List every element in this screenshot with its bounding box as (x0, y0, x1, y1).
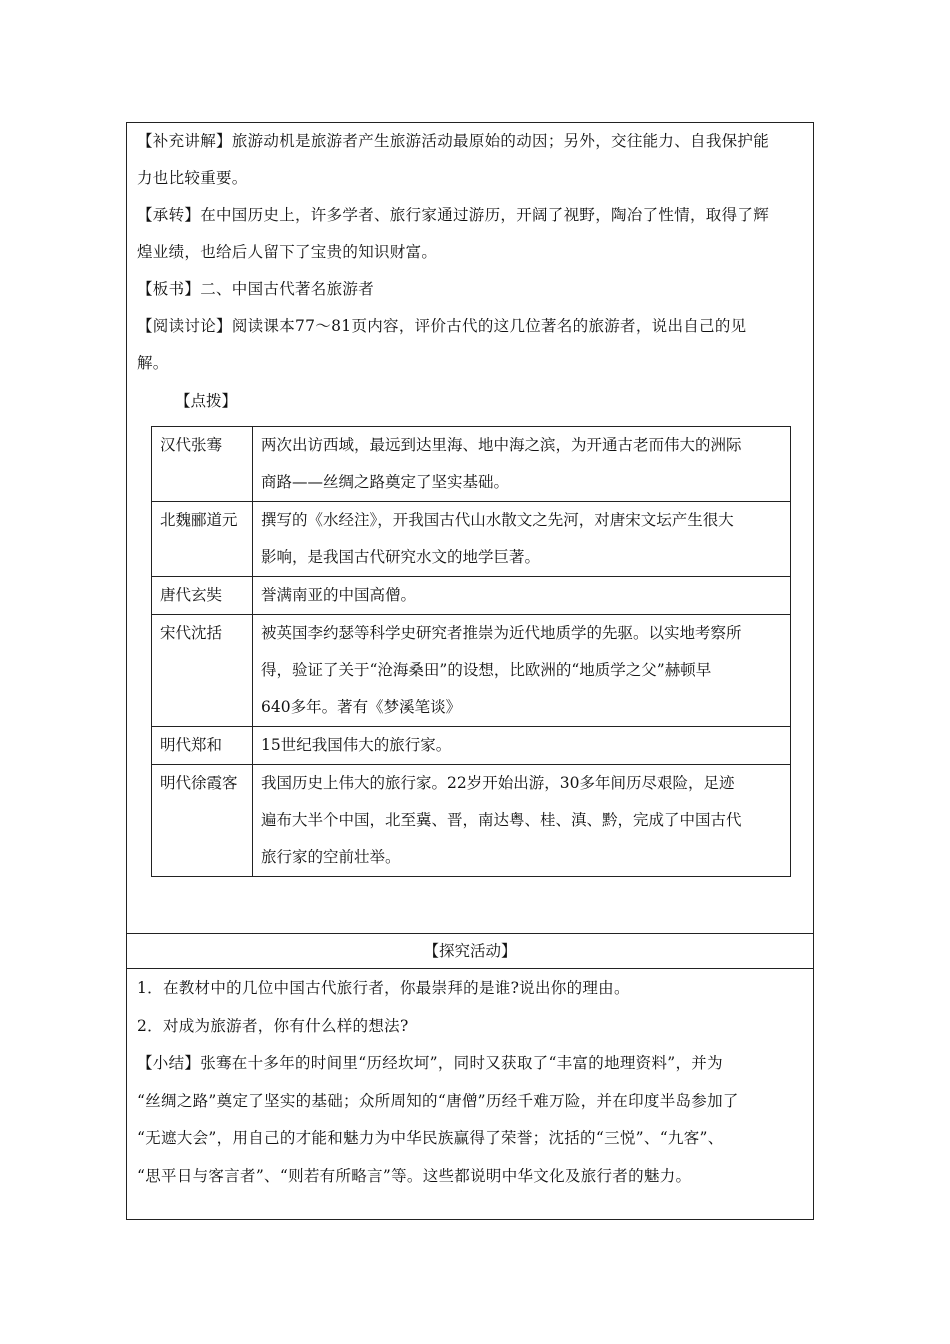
reading-line-1: 【阅读讨论】阅读课本77～81页内容，评价古代的这几位著名的旅游者，说出自己的见 (137, 317, 747, 335)
transition-label: 【承转】 (137, 206, 201, 224)
lesson-table (126, 122, 814, 1220)
supplement-label: 【补充讲解】 (137, 132, 232, 150)
traveler-desc: 被英国李约瑟等科学史研究者推崇为近代地质学的先驱。以实地考察所 得，验证了关于“沧海桑田”的设想，比欧洲的“地质学之父”赫顿早 640多年。著有《梦溪笔谈》 (253, 615, 791, 727)
summary-line-4: “思平日与客言者”、“则若有所略言”等。这些都说明中华文化及旅行者的魅力。 (137, 1166, 692, 1185)
summary-line-3: “无遮大会”，用自己的才能和魅力为中华民族赢得了荣誉；沈括的“三悦”、“九客”、 (137, 1129, 724, 1147)
table-row (152, 502, 791, 577)
activity-title: 【探究活动】 (423, 942, 517, 960)
summary-line-2: “丝绸之路”奠定了坚实的基础；众所周知的“唐僧”历经千难万险，并在印度半岛参加了 (137, 1091, 739, 1110)
traveler-desc: 两次出访西域，最远到达里海、地中海之滨，为开通古老而伟大的洲际 商路——丝绸之路奠定了坚实基础。 (253, 427, 791, 502)
traveler-desc: 我国历史上伟大的旅行家。22岁开始出游，30多年间历尽艰险，足迹 遍布大半个中国，北至冀、晋，南达粤、桂、滇、黔，完成了中国古代 旅行家的空前壮举。 (253, 765, 791, 877)
reading-label: 【阅读讨论】 (137, 317, 232, 335)
traveler-name: 宋代沈括 (152, 615, 253, 727)
table-row (152, 727, 791, 765)
traveler-name: 唐代玄奘 (152, 577, 253, 615)
travelers-table (151, 426, 791, 877)
supplement-line-2: 力也比较重要。 (137, 169, 248, 187)
traveler-name: 明代徐霞客 (152, 765, 253, 877)
activity-section (127, 970, 813, 1195)
board-line: 【板书】二、中国古代著名旅游者 (137, 280, 375, 298)
traveler-desc: 撰写的《水经注》，开我国古代山水散文之先河，对唐宋文坛产生很大 影响，是我国古代研究水文的地学巨著。 (253, 502, 791, 577)
summary-label: 【小结】 (137, 1054, 201, 1072)
hint-label: 【点拨】 (175, 392, 238, 410)
section-divider (127, 933, 813, 934)
traveler-name: 北魏郦道元 (152, 502, 253, 577)
transition-line-1: 【承转】在中国历史上，许多学者、旅行家通过游历，开阔了视野，陶冶了性情，取得了辉 (137, 206, 770, 224)
table-row (152, 427, 791, 502)
section-divider (127, 968, 813, 969)
traveler-desc: 誉满南亚的中国高僧。 (253, 577, 791, 615)
table-row (152, 765, 791, 877)
traveler-name: 汉代张骞 (152, 427, 253, 502)
reading-line-2: 解。 (137, 354, 169, 372)
table-row (152, 577, 791, 615)
traveler-desc: 15世纪我国伟大的旅行家。 (253, 727, 791, 765)
transition-line-2: 煌业绩，也给后人留下了宝贵的知识财富。 (137, 243, 438, 261)
supplement-line-1: 【补充讲解】旅游动机是旅游者产生旅游活动最原始的动因；另外，交往能力、自我保护能 (137, 132, 770, 150)
board-label: 【板书】 (137, 280, 201, 298)
traveler-name: 明代郑和 (152, 727, 253, 765)
teaching-text (127, 123, 813, 382)
teaching-section (127, 123, 813, 933)
question-2: 2．对成为旅游者，你有什么样的想法? (137, 1016, 409, 1035)
question-1: 1．在教材中的几位中国古代旅行者，你最崇拜的是谁?说出你的理由。 (137, 979, 630, 997)
table-row (152, 615, 791, 727)
summary-line-1: 【小结】张骞在十多年的时间里“历经坎坷”，同时又获取了“丰富的地理资料”，并为 (137, 1054, 723, 1072)
